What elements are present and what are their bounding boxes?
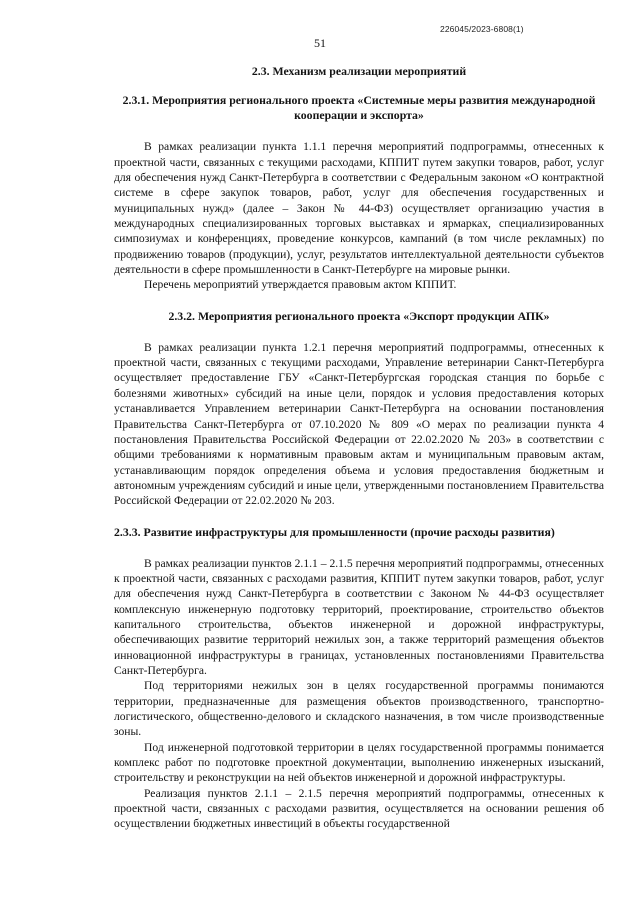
section-2-3-1-paragraph-2: Перечень мероприятий утверждается правовым актом КППИТ. xyxy=(144,278,457,292)
page-number: 51 xyxy=(314,36,326,50)
section-2-3-2-title: 2.3.2. Мероприятия регионального проекта «Экспорт продукции АПК» xyxy=(168,308,550,323)
section-2-3-3-paragraph-1: В рамках реализации пунктов 2.1.1 – 2.1.5 перечня мероприятий подпрограммы, отнесенных к проектной части, связанных с расходами развития, КППИТ путем закупки товаров, работ, услуг для обеспечения нужд Санкт-Петербурга в соответствии с Законом № 44-ФЗ осуществляет комплексную инженерную подготовку территорий, проектирование, строительство объектов капитального строительства, объектов инженерной и дорожной инфраструктуры, обеспечивающих развитие территорий нежилых зон, а также территорий размещения объектов инновационной инфраструктуры в границах, установленных постановлениями Правительства Санкт-Петербурга. xyxy=(114,556,604,677)
section-2-3-2-paragraph-1: В рамках реализации пункта 1.2.1 перечня мероприятий подпрограммы, отнесенных к проектной части, связанных с текущими расходами, Управление ветеринарии Санкт-Петербурга осуществляет предоставление ГБУ «Санкт-Петербургская городская станция по борьбе с болезнями животных» субсидий на иные цели, порядок и условия предоставления которых устанавливается Управлением ветеринарии Санкт-Петербурга на основании постановления Правительства Санкт-Петербурга от 07.10.2020 № 809 «О мерах по реализации пункта 4 постановления Правительства Российской Федерации от 22.02.2020 № 203» в соответствии с общими требованиями к нормативным правовым актам и муниципальным правовым актам, устанавливающим порядок определения объема и условия предоставления бюджетным и автономным учреждениям субсидий и иные цели, утвержденными постановлением Правительства Российской Федерации от 22.02.2020 № 203. xyxy=(114,340,604,508)
section-2-3-1-paragraph-1: В рамках реализации пункта 1.1.1 перечня мероприятий подпрограммы, отнесенных к проектной части, связанных с текущими расходами, КППИТ путем закупки товаров, работ, услуг для обеспечения нужд Санкт-Петербурга в соответствии с Федеральным законом «О контрактной системе в сфере закупок товаров, работ, услуг для обеспечения государственных и муниципальных нужд» (далее – Закон № 44-ФЗ) осуществляет организацию участия в международных специализированных торговых выставках и ярмарках, специализированных симпозиумах и конференциях, проведение конкурсов, кампаний (в том числе рекламных) по продвижению товаров (продукции), услуг, результатов интеллектуальной деятельности субъектов деятельности в сфере промышленности в Санкт-Петербурге на мировые рынки. xyxy=(114,140,604,277)
section-2-3-title: 2.3. Механизм реализации мероприятий xyxy=(251,64,467,78)
section-2-3-1-title: 2.3.1. Мероприятия регионального проекта «Системные меры развития международной кооперации и экспорта» xyxy=(122,93,596,123)
section-2-3-3-paragraph-2: Под территориями нежилых зон в целях государственной программы понимаются территории, предназначенные для размещения объектов производственного, транспортно-логистического, общественно-делового и складского назначения, в том числе производственные зоны. xyxy=(114,679,604,739)
section-2-3-3-paragraph-3: Под инженерной подготовкой территории в целях государственной программы понимается комплекс работ по подготовке проектной документации, выполнению инженерных изысканий, строительству и реконструкции на ней объектов инженерной и дорожной инфраструктуры. xyxy=(114,740,604,785)
section-2-3-3-paragraph-4: Реализация пунктов 2.1.1 – 2.1.5 перечня мероприятий подпрограммы, отнесенных к проектной части, связанных с расходами развития, осуществляется на основании решения об осуществлении бюджетных инвестиций в объекты государственной xyxy=(114,786,604,831)
section-2-3-3-title: 2.3.3. Развитие инфраструктуры для промышленности (прочие расходы развития) xyxy=(114,524,555,539)
document-body xyxy=(114,64,604,832)
document-registration-code: 226045/2023-6808(1) xyxy=(440,24,524,34)
